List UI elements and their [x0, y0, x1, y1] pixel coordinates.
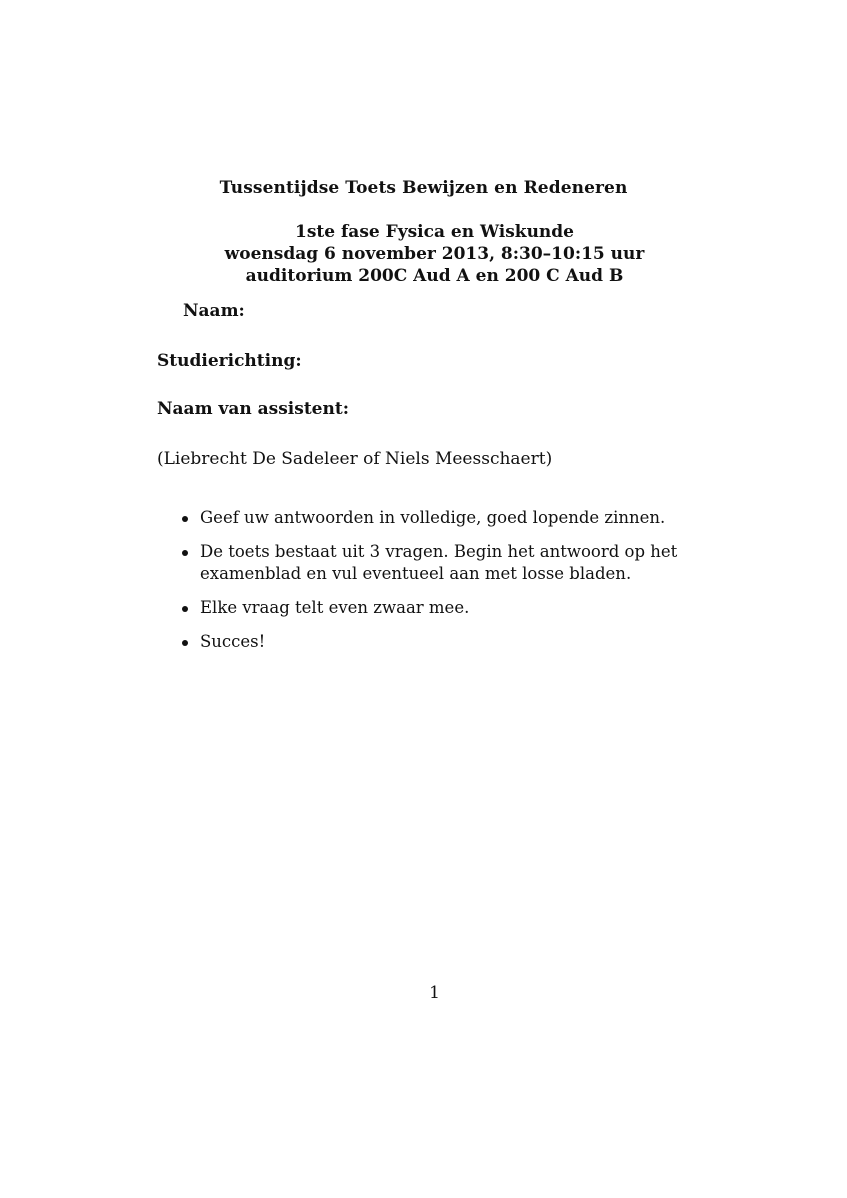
- instruction-text: Geef uw antwoorden in volledige, goed lopende zinnen.: [200, 508, 666, 527]
- assistant-options-note: (Liebrecht De Sadeleer of Niels Meesschaert): [157, 449, 553, 469]
- instruction-text: Succes!: [200, 632, 266, 651]
- exam-date-line: woensdag 6 november 2013, 8:30–10:15 uur: [224, 244, 645, 264]
- list-item: [178, 507, 738, 529]
- exam-location-line: auditorium 200C Aud A en 200 C Aud B: [245, 266, 624, 286]
- exam-title: Tussentijdse Toets Bewijzen en Redeneren: [219, 178, 628, 198]
- bullet-icon: [182, 606, 188, 612]
- exam-course-line: 1ste fase Fysica en Wiskunde: [295, 222, 574, 242]
- exam-info-block: [0, 221, 847, 287]
- bullet-icon: [182, 516, 188, 522]
- list-item: [178, 541, 738, 585]
- page-number: 1: [429, 983, 440, 1003]
- name-field-label: Naam:: [183, 301, 245, 321]
- list-item: [178, 597, 738, 619]
- instruction-text: Elke vraag telt even zwaar mee.: [200, 598, 470, 617]
- list-item: [178, 631, 738, 653]
- instruction-text: De toets bestaat uit 3 vragen. Begin het antwoord op het examenblad en vul eventueel aan met losse bladen.: [200, 542, 678, 583]
- assistant-field-label: Naam van assistent:: [157, 399, 349, 419]
- instructions-list: [178, 507, 738, 665]
- bullet-icon: [182, 640, 188, 646]
- study-program-field-label: Studierichting:: [157, 351, 302, 371]
- bullet-icon: [182, 550, 188, 556]
